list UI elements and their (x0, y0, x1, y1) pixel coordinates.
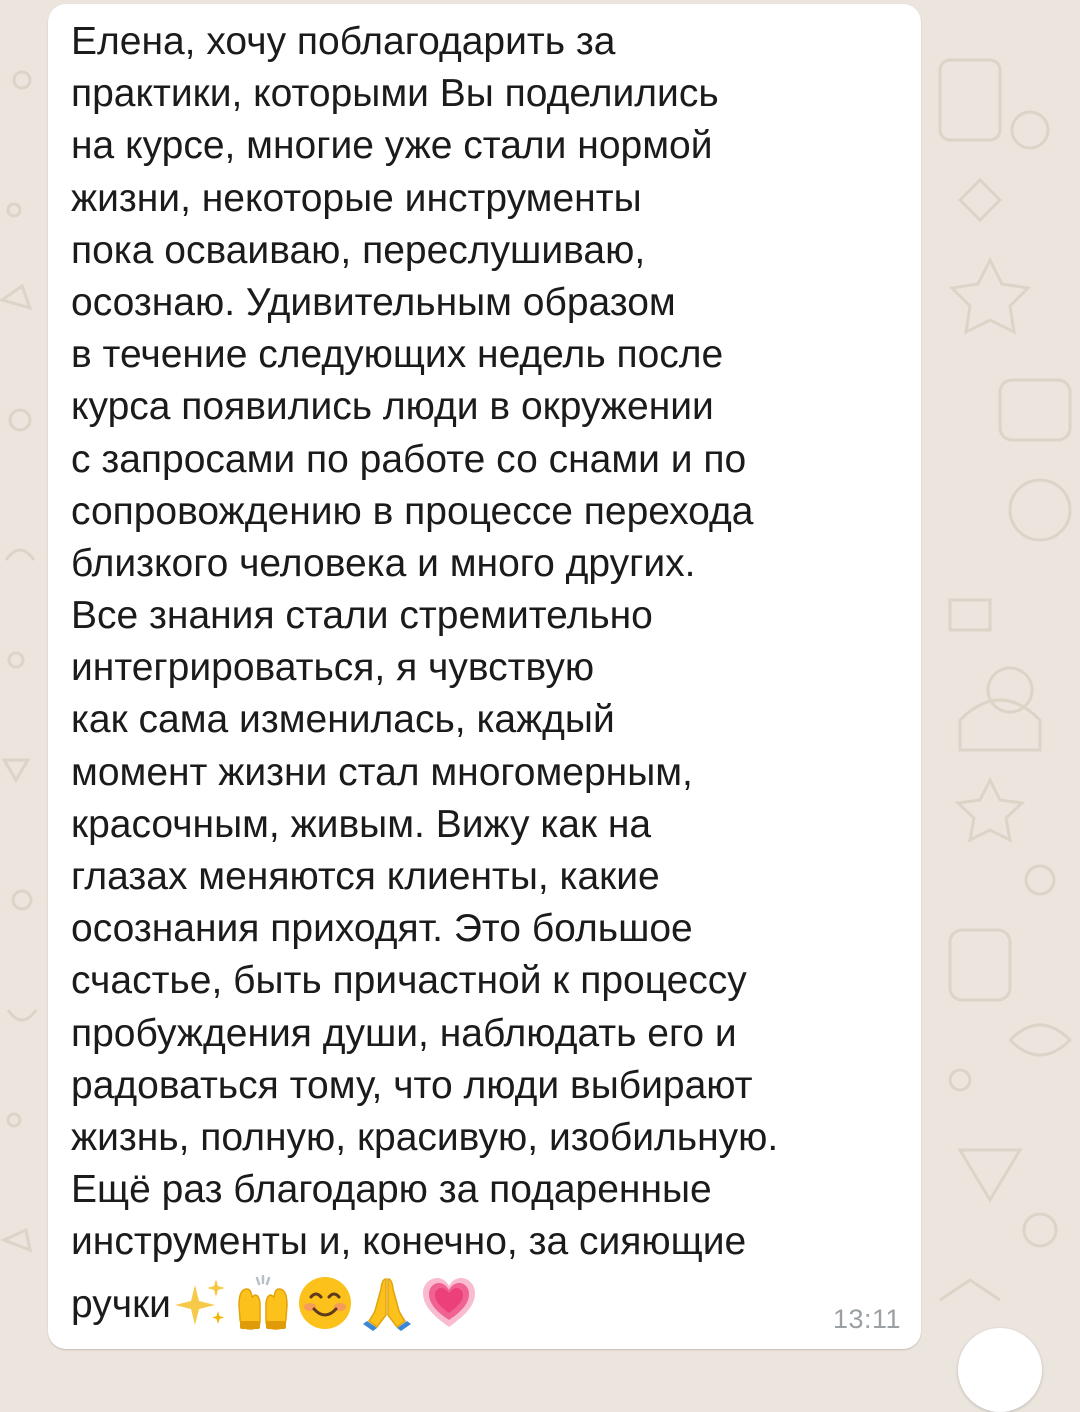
message-timestamp: 13:11 (832, 1304, 901, 1334)
message-line: с запросами по работе со снами и по (71, 437, 747, 481)
message-line: счастье, быть причастной к процессу (71, 959, 747, 1003)
message-line: жизнь, полную, красивую, изобильную. (71, 1115, 779, 1159)
smiling-face-icon (297, 1275, 353, 1331)
message-line: сопровождению в процессе перехода (71, 489, 754, 533)
message-line: Все знания стали стремительно (71, 594, 653, 638)
message-line: как сама изменилась, каждый (71, 698, 615, 742)
message-line: инструменты и, конечно, за сияющие (71, 1220, 747, 1264)
message-line: жизни, некоторые инструменты (71, 176, 642, 220)
emoji-row (173, 1275, 483, 1331)
message-line: момент жизни стал многомерным, (71, 750, 693, 794)
growing-heart-icon (421, 1275, 477, 1331)
message-line: в течение следующих недель после (71, 333, 724, 377)
message-line: курса появились люди в окружении (71, 385, 714, 429)
message-line: близкого человека и много других. (71, 541, 696, 585)
message-bubble[interactable] (48, 4, 921, 1349)
message-text (71, 16, 911, 1327)
message-line: пока осваиваю, переслушиваю, (71, 228, 646, 272)
raising-hands-icon (235, 1275, 291, 1331)
message-line: осознания приходят. Это большое (71, 907, 693, 951)
message-line: Ещё раз благодарю за подаренные (71, 1168, 712, 1212)
message-last-line-text: ручки (71, 1282, 171, 1326)
message-line: практики, которыми Вы поделились (71, 72, 719, 116)
message-line: осознаю. Удивительным образом (71, 280, 676, 324)
sparkles-icon (173, 1275, 229, 1331)
message-line: красочным, живым. Вижу как на (71, 802, 652, 846)
scroll-to-bottom-button[interactable] (958, 1328, 1042, 1412)
message-last-line (71, 1275, 911, 1327)
message-line: Елена, хочу поблагодарить за (71, 20, 616, 63)
message-line: радоваться тому, что люди выбирают (71, 1063, 753, 1107)
message-line: пробуждения души, наблюдать его и (71, 1011, 737, 1055)
message-line: на курсе, многие уже стали нормой (71, 124, 713, 168)
message-line: интегрироваться, я чувствую (71, 646, 595, 690)
message-line: глазах меняются клиенты, какие (71, 855, 660, 898)
folded-hands-icon (359, 1275, 415, 1331)
